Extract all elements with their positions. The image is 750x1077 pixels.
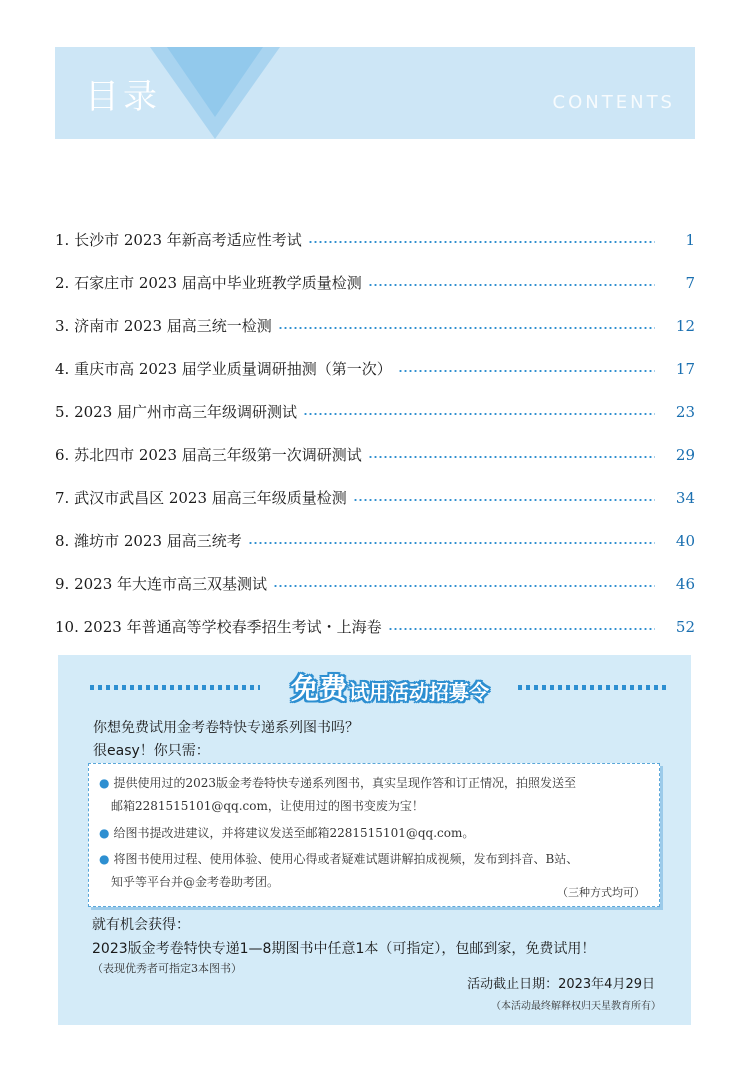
toc-leader-dots: [278, 327, 655, 329]
toc-entry[interactable]: [55, 476, 695, 519]
contents-header-banner: [55, 47, 695, 139]
toc-leader-dots: [273, 585, 655, 587]
contents-title: 目录: [85, 77, 161, 117]
toc-entry[interactable]: [55, 347, 695, 390]
promo-headline: [268, 667, 512, 707]
toc-entry-page: 34: [675, 488, 695, 507]
toc-entry[interactable]: [55, 519, 695, 562]
item-text: 提供使用过的2023版金考卷特快专递系列图书，真实呈现作答和订正情况，拍照发送至: [113, 776, 577, 790]
toc-entry-page: 23: [675, 402, 695, 421]
toc-entry-page: 12: [675, 316, 695, 335]
list-item: [99, 850, 578, 867]
toc-entry-title: 1. 长沙市 2023 年新高考适应性考试: [55, 231, 302, 249]
list-item: [99, 824, 474, 841]
promo-easy: 很easy！你只需：: [93, 743, 210, 759]
promo-rights-note: （本活动最终解释权归天星教育所有）: [491, 1001, 661, 1012]
toc-entry-page: 40: [675, 531, 695, 550]
toc-leader-dots: [368, 456, 655, 458]
promo-instructions-card: [88, 763, 660, 907]
toc-leader-dots: [368, 284, 655, 286]
toc-entry[interactable]: [55, 433, 695, 476]
table-of-contents: [55, 218, 695, 648]
toc-entry-title: 8. 潍坊市 2023 届高三统考: [55, 532, 242, 550]
toc-entry-page: 29: [675, 445, 695, 464]
promo-header: [58, 665, 691, 709]
toc-entry-page: 1: [685, 230, 695, 249]
toc-entry-title: 6. 苏北四市 2023 届高三年级第一次调研测试: [55, 446, 362, 464]
toc-leader-dots: [388, 628, 655, 630]
list-item-continuation: 邮箱2281515101@qq.com，让使用过的图书变废为宝！: [111, 799, 424, 813]
toc-entry[interactable]: [55, 304, 695, 347]
promo-gain-text: 2023版金考卷特快专递1—8期图书中任意1本（可指定），包邮到家，免费试用！: [92, 941, 596, 957]
bullet-icon: ●: [99, 826, 110, 840]
toc-entry-title: 3. 济南市 2023 届高三统一检测: [55, 317, 272, 335]
toc-leader-dots: [248, 542, 655, 544]
toc-entry[interactable]: [55, 218, 695, 261]
promo-header-rule-right: [518, 685, 668, 690]
toc-entry[interactable]: [55, 605, 695, 648]
toc-leader-dots: [303, 413, 655, 415]
toc-entry-title: 4. 重庆市高 2023 届学业质量调研抽测（第一次）: [55, 360, 392, 378]
bullet-icon: ●: [99, 852, 110, 866]
toc-entry-title: 2. 石家庄市 2023 届高中毕业班教学质量检测: [55, 274, 362, 292]
toc-entry-page: 7: [685, 273, 695, 292]
promo-question: 你想免费试用金考卷特快专递系列图书吗？: [93, 720, 359, 736]
bullet-icon: ●: [99, 776, 110, 790]
promo-headline-big: 免费: [290, 672, 347, 705]
promo-header-rule-left: [90, 685, 260, 690]
toc-entry-page: 17: [675, 359, 695, 378]
promo-deadline: 活动截止日期：2023年4月29日: [467, 977, 655, 992]
list-item-continuation: 知乎等平台并@金考卷助考团。: [111, 875, 280, 889]
toc-entry-title: 7. 武汉市武昌区 2023 届高三年级质量检测: [55, 489, 347, 507]
toc-entry-title: 10. 2023 年普通高等学校春季招生考试・上海卷: [55, 618, 382, 636]
item-text: 给图书提改进建议，并将建议发送至邮箱2281515101@qq.com。: [113, 826, 475, 840]
promo-headline-small: 试用活动招募令: [349, 679, 489, 704]
contents-subtitle-en: CONTENTS: [552, 92, 675, 113]
toc-leader-dots: [398, 370, 655, 372]
card-note: （三种方式均可）: [557, 886, 645, 899]
promo-gain-note: （表现优秀者可指定3本图书）: [92, 962, 242, 975]
toc-entry-page: 46: [675, 574, 695, 593]
toc-entry-page: 52: [675, 617, 695, 636]
toc-entry-title: 5. 2023 届广州市高三年级调研测试: [55, 403, 298, 421]
toc-entry-title: 9. 2023 年大连市高三双基测试: [55, 575, 268, 593]
item-text: 将图书使用过程、使用体验、使用心得或者疑难试题讲解拍成视频，发布到抖音、B站、: [113, 852, 579, 866]
toc-entry[interactable]: [55, 261, 695, 304]
toc-entry[interactable]: [55, 562, 695, 605]
toc-entry[interactable]: [55, 390, 695, 433]
list-item: [99, 774, 576, 791]
free-trial-promo-panel: [58, 655, 691, 1025]
toc-leader-dots: [308, 241, 655, 243]
toc-leader-dots: [353, 499, 655, 501]
promo-gain-title: 就有机会获得：: [92, 917, 190, 933]
